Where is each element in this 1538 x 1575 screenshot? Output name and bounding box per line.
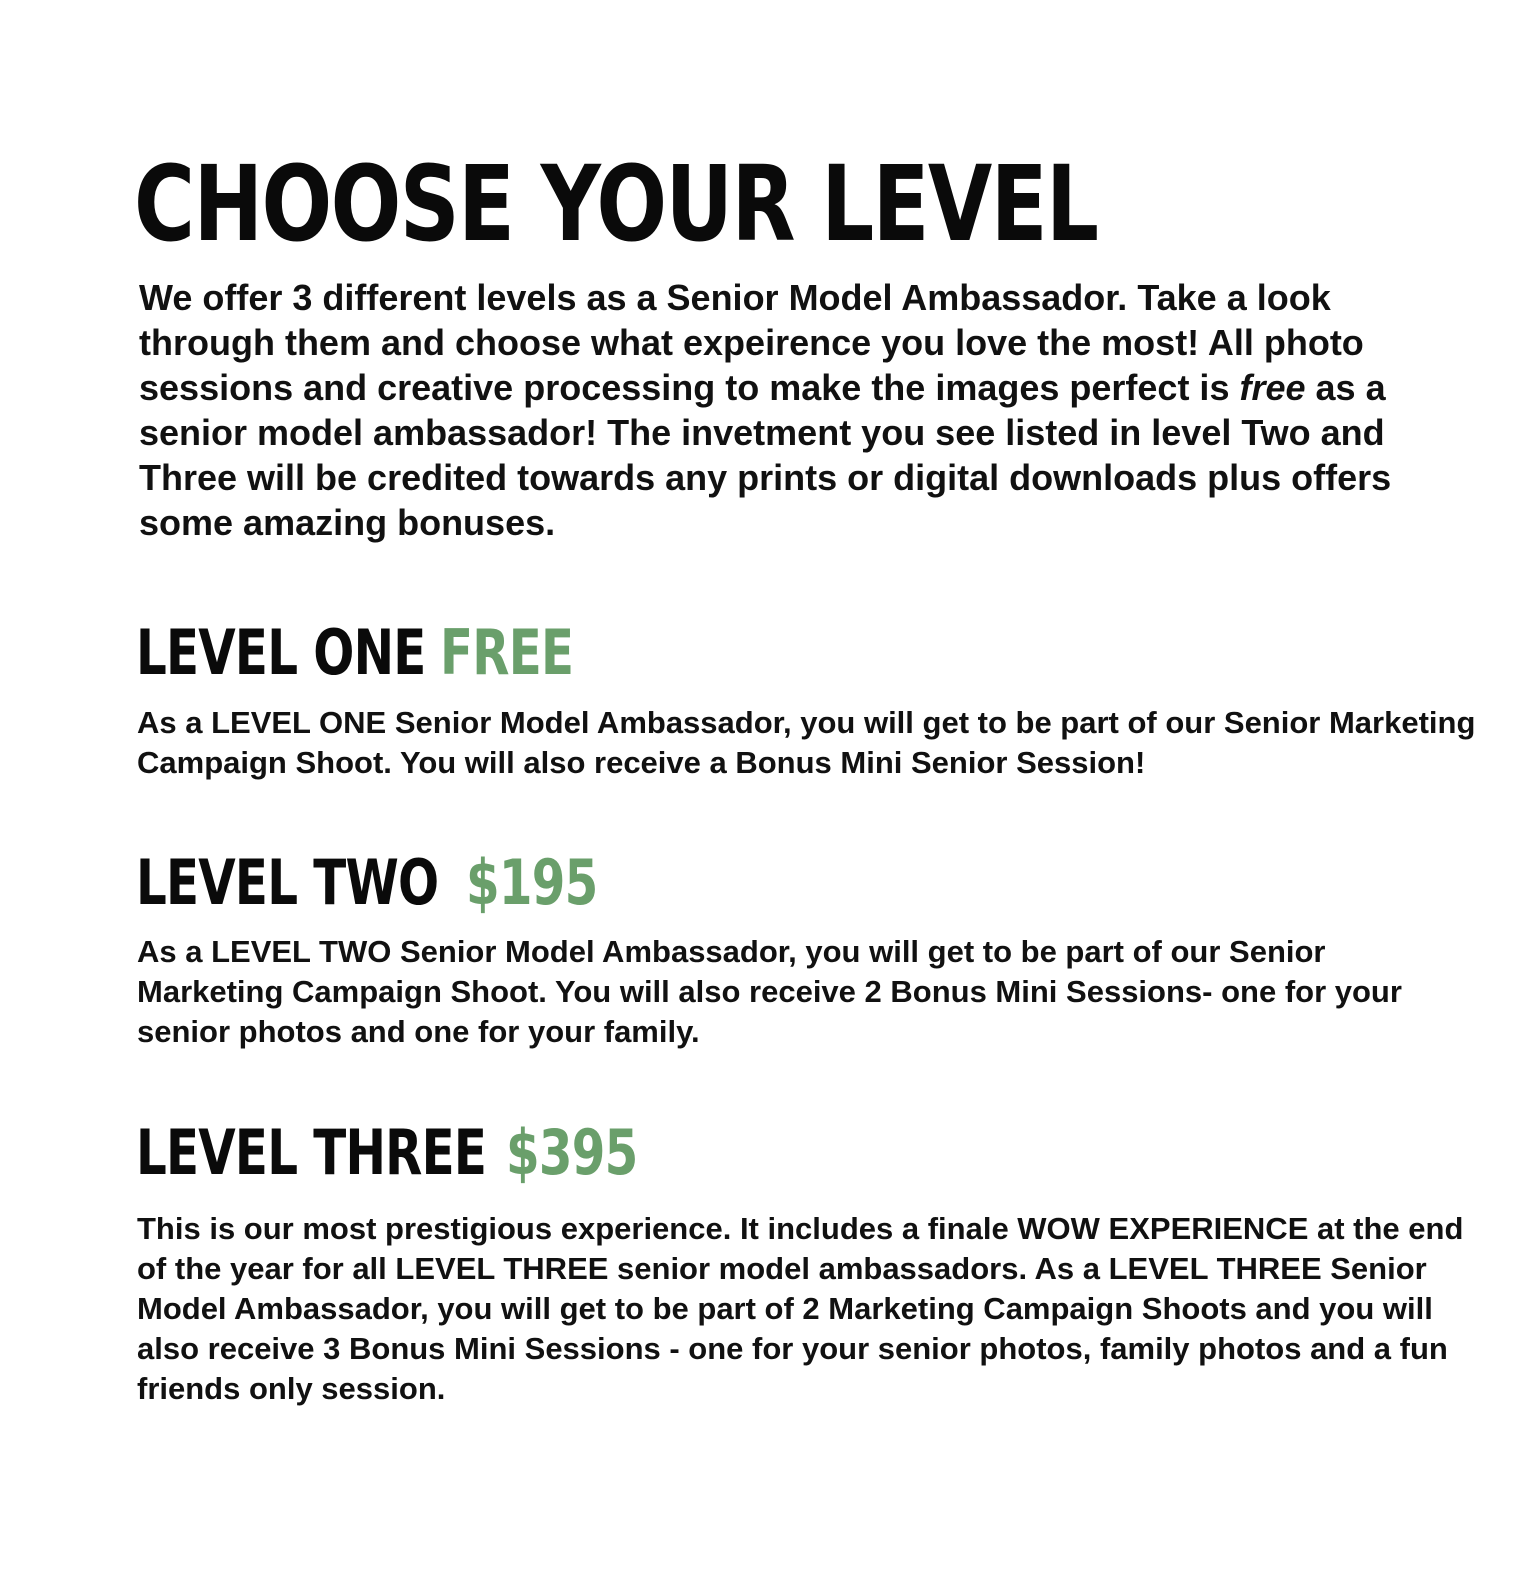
intro-text-end: as a senior model ambassador! The invetment you see listed in level Two and Three will be credited towards any prints or digital downloads plus offers some amazing bonuses.: [139, 367, 1392, 543]
page-title: CHOOSE YOUR LEVEL: [134, 143, 1098, 265]
level-three-description: This is our most prestigious experience. It includes a finale WOW EXPERIENCE at the end of the year for all LEVEL THREE senior model ambassadors. As a LEVEL THREE Senior Model Ambassador, you will get to be part of 2 Marketing Campaign Shoots and you will also receive 3 Bonus Mini Sessions - one for your senior photos, family photos and a fun friends only session.: [137, 1211, 1464, 1406]
level-three-name: LEVEL THREE: [136, 1116, 487, 1189]
level-two-description: As a LEVEL TWO Senior Model Ambassador, you will get to be part of our Senior Marketing Campaign Shoot. You will also receive 2 Bonus Mini Sessions- one for your senior photos and one for your family.: [137, 934, 1402, 1049]
level-one-price: FREE: [440, 616, 574, 689]
intro-text-emphasis: free: [1239, 367, 1306, 408]
level-two-name: LEVEL TWO: [136, 846, 439, 919]
level-one-description: As a LEVEL ONE Senior Model Ambassador, you will get to be part of our Senior Marketing Campaign Shoot. You will also receive a Bonus Mini Senior Session!: [137, 705, 1476, 780]
level-three-price: $395: [506, 1116, 638, 1189]
intro-text-start: We offer 3 different levels as a Senior Model Ambassador. Take a look through them and choose what expeirence you love the most! All photo sessions and creative processing to make the images perfect is: [139, 277, 1364, 408]
intro-paragraph: [139, 275, 1469, 545]
level-one-name: LEVEL ONE: [136, 616, 426, 689]
level-two-price: $195: [466, 846, 598, 919]
